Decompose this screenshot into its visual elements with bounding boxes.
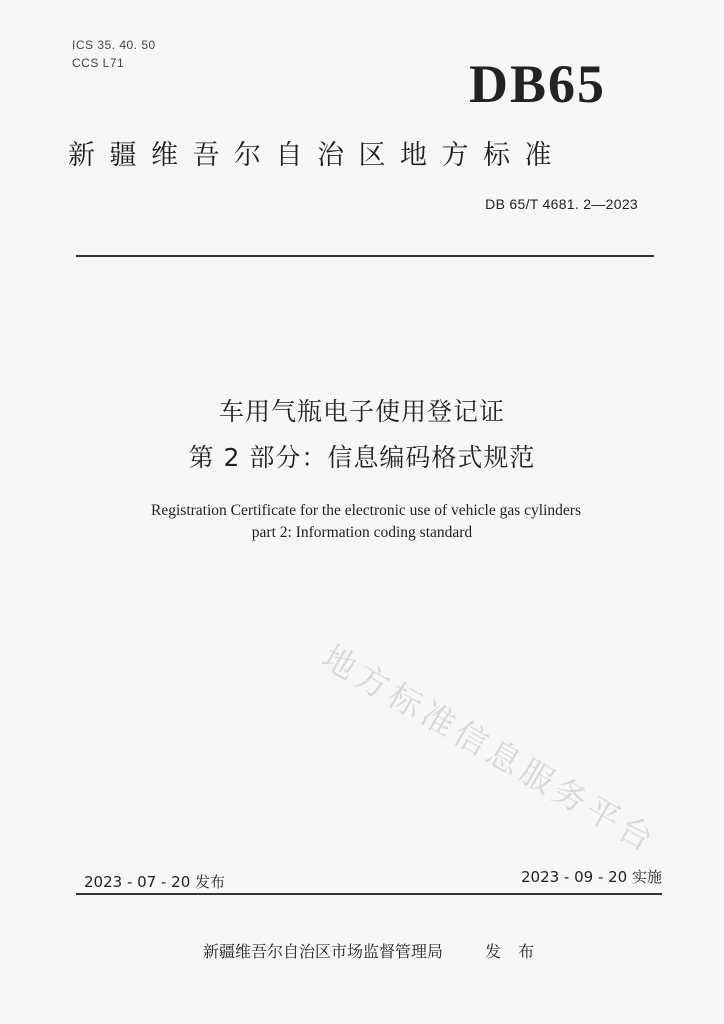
publisher-name: 新疆维吾尔自治区市场监督管理局 [203, 942, 444, 961]
standard-number: DB 65/T 4681. 2—2023 [485, 196, 638, 212]
chinese-title-line-2: 第 2 部分：信息编码格式规范 [188, 443, 536, 472]
publish-label: 发 布 [485, 942, 541, 961]
english-title-line-2: part 2: Information coding standard [251, 524, 473, 541]
standard-category-title: 新疆维吾尔自治区地方标准 [68, 140, 566, 171]
db65-logo: DB65 [468, 54, 606, 114]
implementation-date: 2023 - 09 - 20 实施 [520, 868, 662, 886]
english-title-line-1: Registration Certificate for the electronic use of vehicle gas cylinders [151, 502, 581, 519]
chinese-title-line-1: 车用气瓶电子使用登记证 [218, 397, 505, 426]
issue-date: 2023 - 07 - 20 发布 [84, 873, 226, 891]
watermark: 地方标准信息服务平台 [315, 637, 665, 861]
ccs-code: CCS L71 [72, 56, 125, 70]
ics-code: ICS 35. 40. 50 [72, 38, 156, 52]
classification-codes [72, 36, 156, 72]
footer-divider [76, 893, 662, 895]
header-divider [76, 255, 654, 257]
